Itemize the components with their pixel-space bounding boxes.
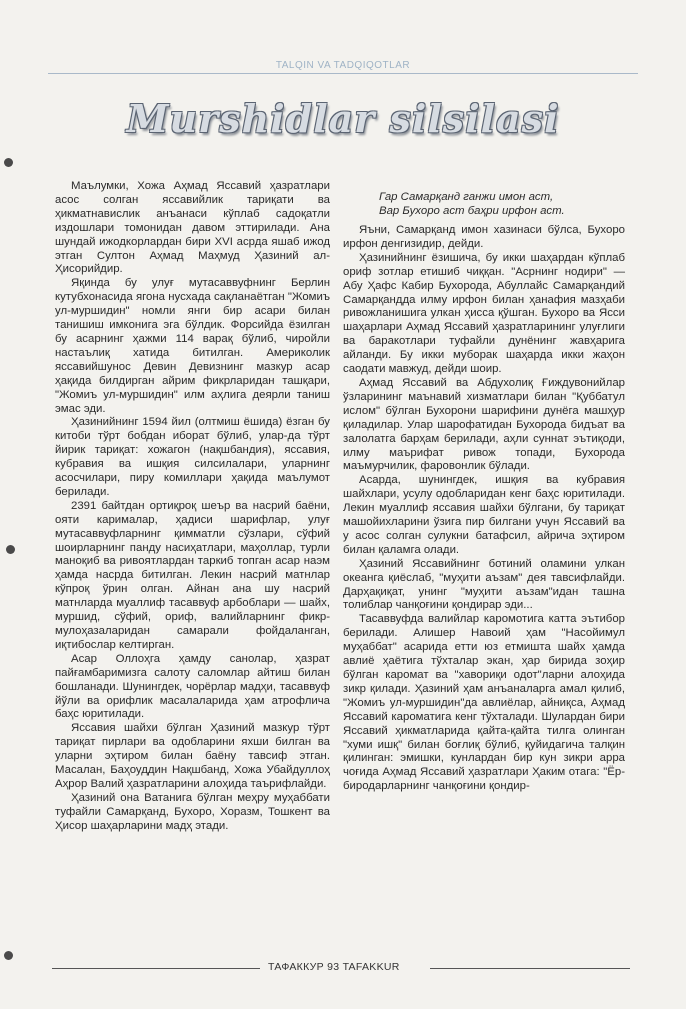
left-column xyxy=(55,180,330,834)
footer-page-label: ТАФАККУР 93 TAFAKKUR xyxy=(268,961,400,973)
footer-divider-right xyxy=(430,968,630,969)
paragraph: Аҳмад Яссавий ва Абдухолиқ Ғиждувонийлар ўзларининг маънавий хизматлари билан "Қуббатул ислом" бўлган Бухорони шарифини дунёга машҳур қиладилар. Улар шарофатидан Бухорода бидъат ва залолатга барҳам берилади, аҳли суннат эътиқоди, илму маърифат ривож топади, Бухорода маъмурчилик, фаровонлик бўлади. xyxy=(343,376,625,473)
verse-line: Вар Бухоро аст баҳри ирфон аст. xyxy=(379,205,565,217)
section-header: TALQIN VA TADQIQOTLAR xyxy=(275,60,411,71)
footer-divider-left xyxy=(52,968,260,969)
paragraph: Асар Оллоҳга ҳамду санолар, ҳазрат пайғамбаримизга салоту саломлар айтиш билан бошланади. Шунингдек, чорёрлар мадҳи, тасаввуф йўли ва орифлик масалаларида ҳам атрофлича баҳс юритилади. xyxy=(55,652,330,721)
paragraph: Яссавия шайхи бўлган Ҳазиний мазкур тўрт тариқат пирлари ва одобларини яхши билган ва уларни эҳтиром билан баёну тавсиф этган. Масалан, Баҳоуддин Нақшбанд, Хожа Убайдуллоҳ Аҳрор Валий ҳазратларини алоҳида таърифлайди. xyxy=(55,722,330,790)
paragraph: Маълумки, Хожа Аҳмад Яссавий ҳазратлари асос солган яссавийлик тариқати ва ҳикматнавислик анъанаси кўплаб садоқатли издошлари томонидан давом эттирилади. Ана шундай ижодкорлардан бири XVI асрда яшаб ижод этган Султон Аҳмад Маҳмуд Ҳазиний ал-Ҳисорийдир. xyxy=(55,180,330,276)
paragraph: Ҳазиний Яссавийнинг ботиний оламини улкан океанга қиёслаб, "муҳити аъзам" дея тавсифлайди. Дарҳақиқат, унинг "муҳити аъзам"идан ташна толиблар чанқоғини қондирар эди... xyxy=(343,557,625,612)
paragraph: Ҳазинийнинг ёзишича, бу икки шаҳардан кўплаб ориф зотлар етишиб чиққан. "Асрнинг нодири" — Абу Ҳафс Кабир Бухорода, Абуллайс Самарқандий Самарқандда илму ирфон билан ҳанафия мазҳаби ривожланишига улкан ҳисса қўшган. Бухоро ва Ясси шаҳарлари Аҳмад Яссавий ҳазратларининг улуғлиги ва баракотлари туфайли дунёнинг жавҳарига айланди. Бу икки муборак шаҳарда икки жаҳон саодати мавжуд, дейди шоир. xyxy=(343,251,625,376)
paragraph: Тасаввуфда валийлар каромотига катта эътибор берилади. Алишер Навоий ҳам "Насойимул муҳаббат" асарида етти юз етмишта шайх ҳамда авлиё ҳаётига тўхталар экан, ҳар бирида зоҳир бўлган каромат ва "хавориқи одот"ларни алоҳида зикр қилади. Ҳазиний ҳам анъаналарга амал қилиб, "Жомиъ ул-муршидин"да авлиёлар, айниқса, Аҳмад Яссавий кароматига кенг тўхталади. Шулардан бири Яссавий ҳикматларида қайта-қайта тилга олинган "хуми ишқ" билан боғлиқ бўлиб, қуйидагича талқин қилинган: эмишки, кунлардан бир кун зикри арра чоғида Аҳмад Яссавий ҳазратлари Ҳаким отага: "Ёр-биродарларнинг чанқоғини қондир- xyxy=(343,613,625,793)
article-title: Murshidlar silsilasi xyxy=(126,96,560,141)
paragraph: Ҳазиний она Ватанига бўлган меҳру муҳаббати туфайли Самарқанд, Бухоро, Хоразм, Тошкент ва Ҳисор шаҳарларини мадҳ этади. xyxy=(55,791,330,832)
paragraph: Яқинда бу улуғ мутасаввуфнинг Берлин кутубхонасида ягона нусхада сақланаётган "Жомиъ ул-муршидин" номли янги бир асари билан танишиш имконига эга бўлдик. Форсийда ёзилган бу асарнинг ҳажми 114 варақ бўлиб, чиройли настаълиқ хатида битилган. Америколик яссавийшунос Девин Девизнинг мазкур асар ҳақида билдирган айрим фикрларидан ташқари, "Жомиъ ул-муршидин" илм аҳлига деярли таниш эмас эди. xyxy=(55,277,330,415)
binding-hole-icon xyxy=(6,545,15,554)
binding-hole-icon xyxy=(4,158,13,167)
paragraph: Ҳазинийнинг 1594 йил (олтмиш ёшида) ёзган бу китоби тўрт бобдан иборат бўлиб, улар-да тўрт йирик тариқат: хожагон (нақшбандия), яссавия, кубравия ва ишқия силсилалари, уларнинг асосчилари, пиру комиллари ҳақида маълумот берилади. xyxy=(55,416,330,498)
verse-quote xyxy=(379,190,625,218)
verse-line: Гар Самарқанд ганжи имон аст, xyxy=(379,191,554,203)
paragraph: Асарда, шунингдек, ишқия ва кубравия шайхлари, усулу одобларидан кенг баҳс юритилади. Лекин муаллиф яссавия шайхи бўлгани, бу тариқат машойихларини ўзига пир билгани учун Яссавий ва у асос солган сулукни батафсил, айрича эҳтиром билан қаламга олади. xyxy=(343,474,625,556)
paragraph: Яъни, Самарқанд имон хазинаси бўлса, Бухоро ирфон денгизидир, дейди. xyxy=(343,224,625,250)
binding-hole-icon xyxy=(4,951,13,960)
right-column xyxy=(343,190,625,794)
paragraph: 2391 байтдан ортиқроқ шеър ва насрий баёни, ояти карималар, ҳадиси шарифлар, улуғ мутасаввуфларнинг қимматли сўзлари, сўфий шоирларнинг панду насиҳатлари, маҳоллар, турли маноқиб ва ривоятлардан таркиб топган асар наэм ҳамда насрда битилган. Лекин насрий матнлар кўпроқ ўрин олган. Айнан ана шу насрий матнларда муаллиф тасаввуф арбоблари — шайх, муршид, сўфий, ориф, валийларнинг фикр-мулоҳазаларидан самарали фойдаланган, иқтибослар келтирган. xyxy=(55,499,330,651)
header-divider xyxy=(48,73,638,74)
